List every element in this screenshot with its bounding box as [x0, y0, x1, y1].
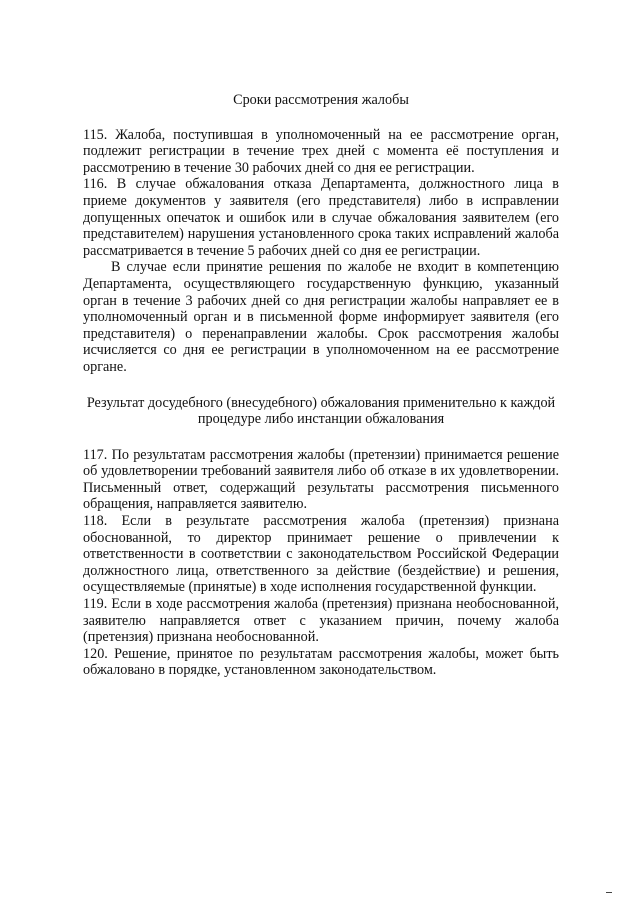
section-heading-review-terms: Сроки рассмотрения жалобы: [233, 92, 409, 108]
section-heading-appeal-result: Результат досудебного (внесудебного) обжалования применительно к каждой процедуре либо инстанции обжалования: [86, 394, 556, 428]
scan-corner-mark: [606, 892, 612, 893]
paragraph-115: 115. Жалоба, поступившая в уполномоченный на ее рассмотрение орган, подлежит регистрации в течение трех дней с момента её поступления и рассмотрению в течение 30 рабочих дней со дня ее регистрации.: [83, 126, 559, 176]
paragraph-116: 116. В случае обжалования отказа Департамента, должностного лица в приеме документов у заявителя (его представителя) либо в исправлении допущенных опечаток и ошибок или в случае обжалования заявителем (его представителем) нарушения установленного срока таких исправлений жалоба рассматривается в течение 5 рабочих дней со дня ее регистрации.: [83, 176, 559, 259]
paragraph-118: 118. Если в результате рассмотрения жалоба (претензия) признана обоснованной, то директор принимает решение о привлечении к ответственности в соответствии с законодательством Российской Федерации должностного лица, ответственного за действие (бездействие) и решения, осуществляемые (принятые) в ходе исполнения государственной функции.: [83, 513, 559, 596]
paragraph-117: 117. По результатам рассмотрения жалобы (претензии) принимается решение об удовлетворении требований заявителя либо об отказе в их удовлетворении. Письменный ответ, содержащий результаты рассмотрения письменного обращения, направляется заявителю.: [83, 446, 559, 513]
paragraph-120: 120. Решение, принятое по результатам рассмотрения жалобы, может быть обжаловано в порядке, установленном законодательством.: [83, 645, 559, 679]
document-body: [83, 92, 559, 679]
paragraph-116-continuation: В случае если принятие решения по жалобе не входит в компетенцию Департамента, осуществляющего государственную функцию, указанный орган в течение 3 рабочих дней со дня регистрации жалобы направляет ее в уполномоченный орган и в письменной форме информирует заявителя (его представителя) о перенаправлении жалобы. Срок рассмотрения жалобы исчисляется со дня ее регистрации в уполномоченном на ее рассмотрение органе.: [83, 259, 559, 375]
paragraph-119: 119. Если в ходе рассмотрения жалоба (претензия) признана необоснованной, заявителю направляется ответ с указанием причин, почему жалоба (претензия) признана необоснованной.: [83, 596, 559, 646]
